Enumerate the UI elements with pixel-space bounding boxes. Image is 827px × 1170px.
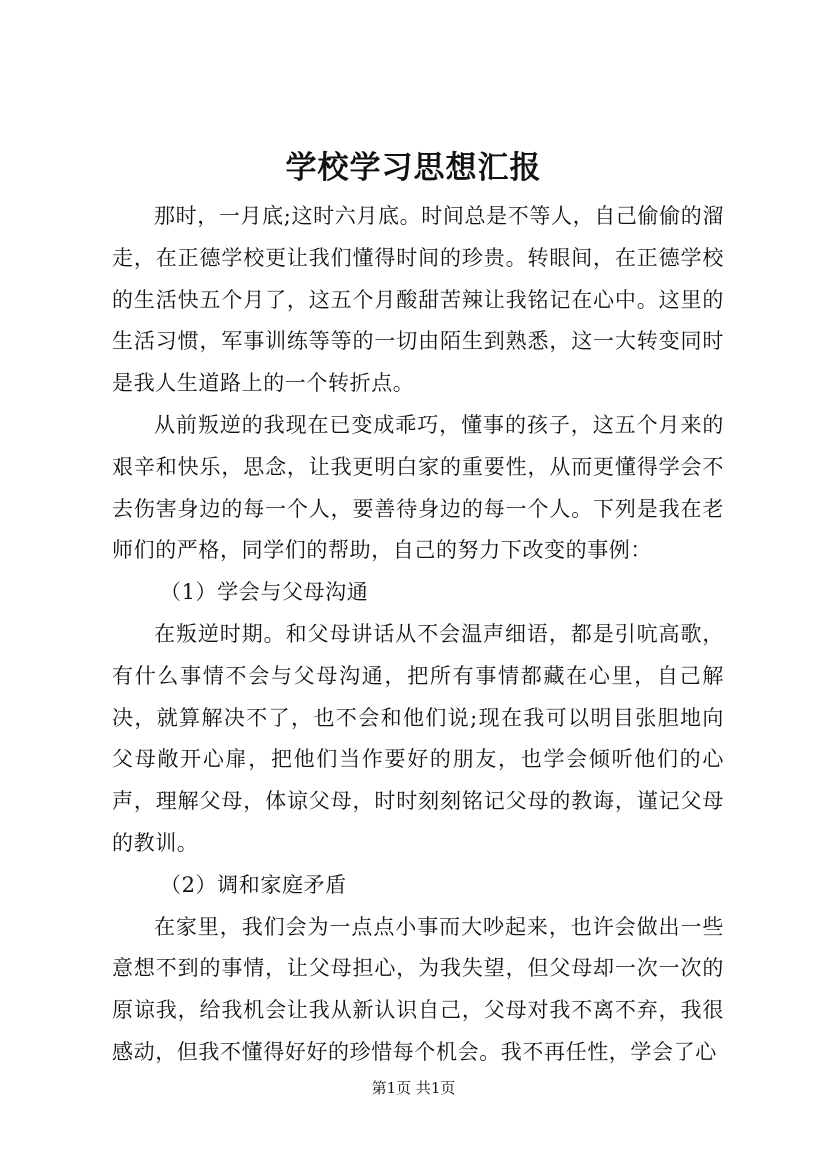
paragraph-1: 那时，一月底;这时六月底。时间总是不等人，自己偷偷的溜走，在正德学校更让我们懂得时间的珍贵。转眼间，在正德学校的生活快五个月了，这五个月酸甜苦辣让我铭记在心中。这里的生活习惯，军事训练等等的一切由陌生到熟悉，这一大转变同时是我人生道路上的一个转折点。 bbox=[112, 204, 724, 396]
paragraph-2: 从前叛逆的我现在已变成乖巧，懂事的孩子，这五个月来的艰辛和快乐，思念，让我更明白家的重要性，从而更懂得学会不去伤害身边的每一个人，要善待身边的每一个人。下列是我在老师们的严格，同学们的帮助，自己的努力下改变的事例： bbox=[112, 412, 724, 563]
paragraph-3: 在叛逆时期。和父母讲话从不会温声细语，都是引吭高歌，有什么事情不会与父母沟通，把所有事情都藏在心里，自己解决，就算解决不了，也不会和他们说;现在我可以明目张胆地向父母敞开心扉，把他们当作要好的朋友，也学会倾听他们的心声，理解父母，体谅父母，时时刻刻铭记父母的教诲，谨记父母的教训。 bbox=[112, 621, 724, 855]
section-heading-1: （1）学会与父母沟通 bbox=[160, 580, 369, 605]
document-title: 学校学习思想汇报 bbox=[285, 150, 542, 186]
section-heading-2: （2）调和家庭矛盾 bbox=[160, 872, 347, 897]
document-body bbox=[112, 196, 724, 1074]
paragraph-4: 在家里，我们会为一点点小事而大吵起来，也许会做出一些意想不到的事情，让父母担心，为我失望，但父母却一次一次的原谅我，给我机会让我从新认识自己，父母对我不离不弃，我很感动，但我不懂得好好的珍惜每个机会。我不再任性，学会了心 bbox=[112, 914, 724, 1064]
page-footer: 第1页 共1页 bbox=[371, 1079, 456, 1097]
